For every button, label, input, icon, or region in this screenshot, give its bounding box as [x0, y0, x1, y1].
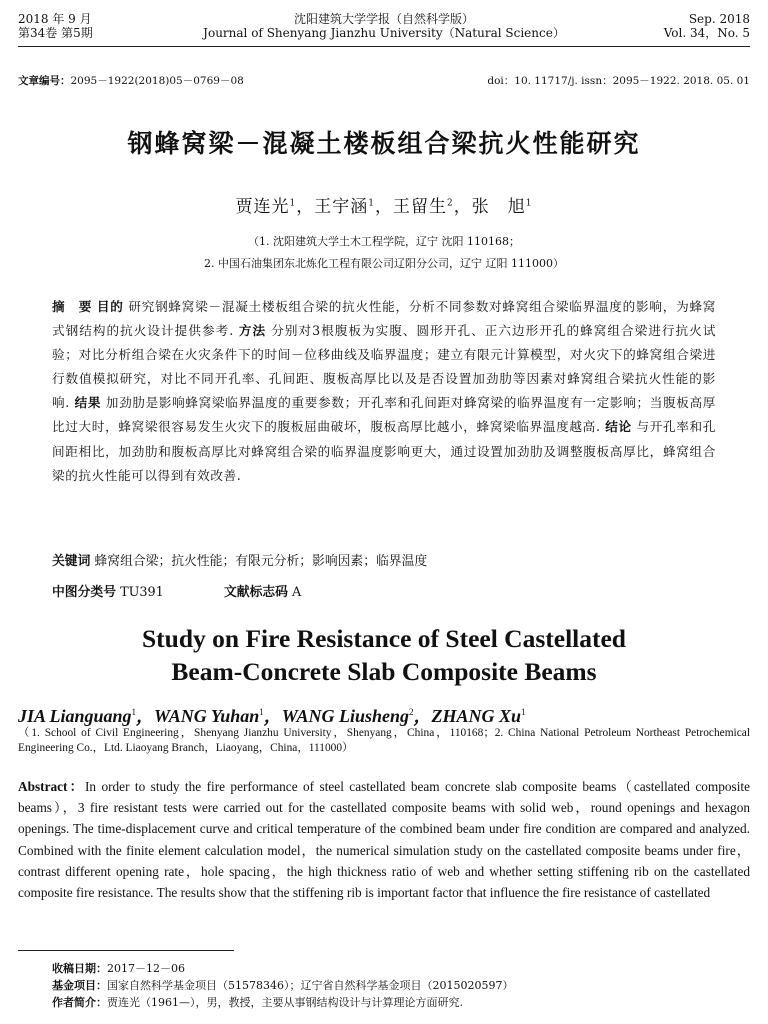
- author-en: JIA Lianguang: [18, 706, 132, 726]
- result-label: 结果: [74, 395, 102, 411]
- authors-cn: 贾连光$^1$，王宇涵$^1$，王留生$^2$，张 旭$^1$: [235, 197, 533, 217]
- doi: doi：10. 11717/j. issn：2095－1922. 2018. 05. 01: [487, 75, 750, 87]
- fund-project: 基金项目：国家自然科学基金项目（51578346）；辽宁省自然科学基金项目（2015020597）: [52, 979, 514, 992]
- article-id: 文章编号：2095－1922(2018)05－0769－08: [18, 75, 244, 87]
- title-en-line-2: Beam-Concrete Slab Composite Beams: [171, 657, 597, 686]
- author-cn: 王宇涵: [314, 197, 369, 217]
- conclusion-text: 与开孔率和孔间距相比，加劲肋和腹板高厚比对蜂窝组合梁的临界温度影响更大，通过设置加劲肋及调整腹板高厚比，蜂窝组合梁的抗火性能可以得到有效改善.: [52, 419, 717, 483]
- conclusion-label: 结论: [605, 419, 632, 435]
- title-en: [0, 622, 768, 688]
- running-header: [18, 12, 750, 46]
- author-aff-mark: 1: [521, 707, 526, 717]
- issue-month: 2018 年 9 月: [18, 12, 92, 26]
- journal-name-en: Journal of Shenyang Jianzhu University（Natural Science）: [203, 26, 565, 40]
- author-aff-mark: 1: [131, 707, 137, 717]
- author-aff-mark: 2: [447, 198, 454, 209]
- abstract-cn: [52, 295, 716, 488]
- author-bio: 作者简介：贾连光（1961—），男，教授，主要从事钢结构设计与计算理论方面研究.: [52, 996, 463, 1009]
- volume-issue-en: Vol. 34，No. 5: [663, 26, 750, 40]
- header-rule: [18, 46, 750, 47]
- affiliation-en: （1. School of Civil Engineering，Shenyang Jianzhu University，Shenyang，China，110168；2. China National Petroleum Northeast Petrochemical Engineering Co.，Ltd. Liaoyang Branch，Liaoyang，China，111000）: [18, 727, 750, 754]
- title-cn: 钢蜂窝梁－混凝土楼板组合梁抗火性能研究: [127, 129, 641, 158]
- purpose-text: 研究钢蜂窝梁－混凝土楼板组合梁的抗火性能，分析不同参数对蜂窝组合梁临界温度的影响，为蜂窝式钢结构的抗火设计提供参考.: [52, 299, 716, 339]
- keywords-label: 关键词: [52, 554, 91, 569]
- author-aff-mark: 1: [525, 198, 533, 209]
- affiliation-cn-2: 2. 中国石油集团东北炼化工程有限公司辽阳分公司，辽宁 辽阳 111000）: [204, 257, 564, 270]
- clc-value: TU391: [120, 585, 164, 600]
- clc-label: 中图分类号: [52, 585, 116, 600]
- author-en: ZHANG Xu: [431, 706, 522, 726]
- keywords-value: 蜂窝组合梁；抗火性能；有限元分析；影响因素；临界温度: [94, 554, 428, 569]
- abstract-label-en: Abstract：: [18, 779, 85, 794]
- abstract-label-cn: 摘 要: [52, 299, 93, 314]
- doc-code-value: A: [292, 585, 302, 600]
- result-text: 加劲肋是影响蜂窝梁临界温度的重要参数；开孔率和孔间距对蜂窝梁的临界温度有一定影响；当腹板高厚比过大时，蜂窝梁很容易发生火灾下的腹板屈曲破坏，腹板高厚比越小，蜂窝梁临界温度越高.: [52, 395, 716, 435]
- footnote-rule: [18, 950, 234, 951]
- authors-en: JIA Lianguang$^1$，WANG Yuhan$^1$，WANG Liusheng$^2$，ZHANG Xu$^1$: [18, 706, 526, 726]
- doc-code-label: 文献标志码: [223, 585, 288, 600]
- volume-issue-cn: 第34卷 第5期: [18, 26, 93, 40]
- journal-name: [18, 12, 750, 40]
- author-en: WANG Liusheng: [281, 706, 409, 726]
- author-en: WANG Yuhan: [154, 706, 260, 726]
- keywords-cn: [52, 550, 716, 569]
- method-label: 方法: [238, 323, 267, 339]
- purpose-label: 目的: [96, 299, 124, 314]
- method-text: 分别对3根腹板为实腹、圆形开孔、正六边形开孔的蜂窝组合梁进行抗火试验；对比分析组合梁在火灾条件下的时间－位移曲线及临界温度；建立有限元计算模型，对火灾下的蜂窝组合梁进行数值模拟研究，对比不同开孔率、孔间距、腹板高厚比以及是否设置加劲肋等因素对蜂窝组合梁抗火性能的影响.: [52, 323, 717, 411]
- issue-month-en: Sep. 2018: [688, 12, 750, 26]
- author-cn: 张 旭: [471, 197, 526, 217]
- journal-name-cn: 沈阳建筑大学学报（自然科学版）: [293, 12, 474, 26]
- classification: [52, 581, 716, 600]
- author-aff-mark: 1: [289, 198, 297, 209]
- article-meta: [18, 73, 750, 88]
- abstract-en: [18, 776, 750, 903]
- received-date: 收稿日期：2017－12－06: [52, 962, 185, 975]
- affiliation-cn-1: （1. 沈阳建筑大学土木工程学院，辽宁 沈阳 110168；: [248, 235, 520, 248]
- author-cn: 贾连光: [235, 197, 290, 217]
- author-aff-mark: 2: [408, 707, 414, 717]
- title-en-line-1: Study on Fire Resistance of Steel Castellated: [142, 624, 626, 653]
- author-aff-mark: 1: [259, 707, 264, 717]
- abstract-text-en: In order to study the fire performance of steel castellated beam concrete slab composite beams（castellated composite beams），3 fire resistant tests were carried out for the castellated composite beams with solid web，round openings and hexagon openings. The time-displacement curve and critical temperature of the combined beam under fire condition are compared and analyzed. Combined with the finite element calculation model，the numerical simulation study on the castellated composite beams under fire，contrast different opening rate，hole spacing，the high thickness ratio of web and whether setting stiffening rib on the castellated composite fire resistance. The results show that the stiffening rib is important factor that influence the fire resistance of castellated: [18, 779, 750, 901]
- author-cn: 王留生: [393, 197, 447, 217]
- author-aff-mark: 1: [368, 198, 375, 209]
- footnotes: [52, 960, 752, 1011]
